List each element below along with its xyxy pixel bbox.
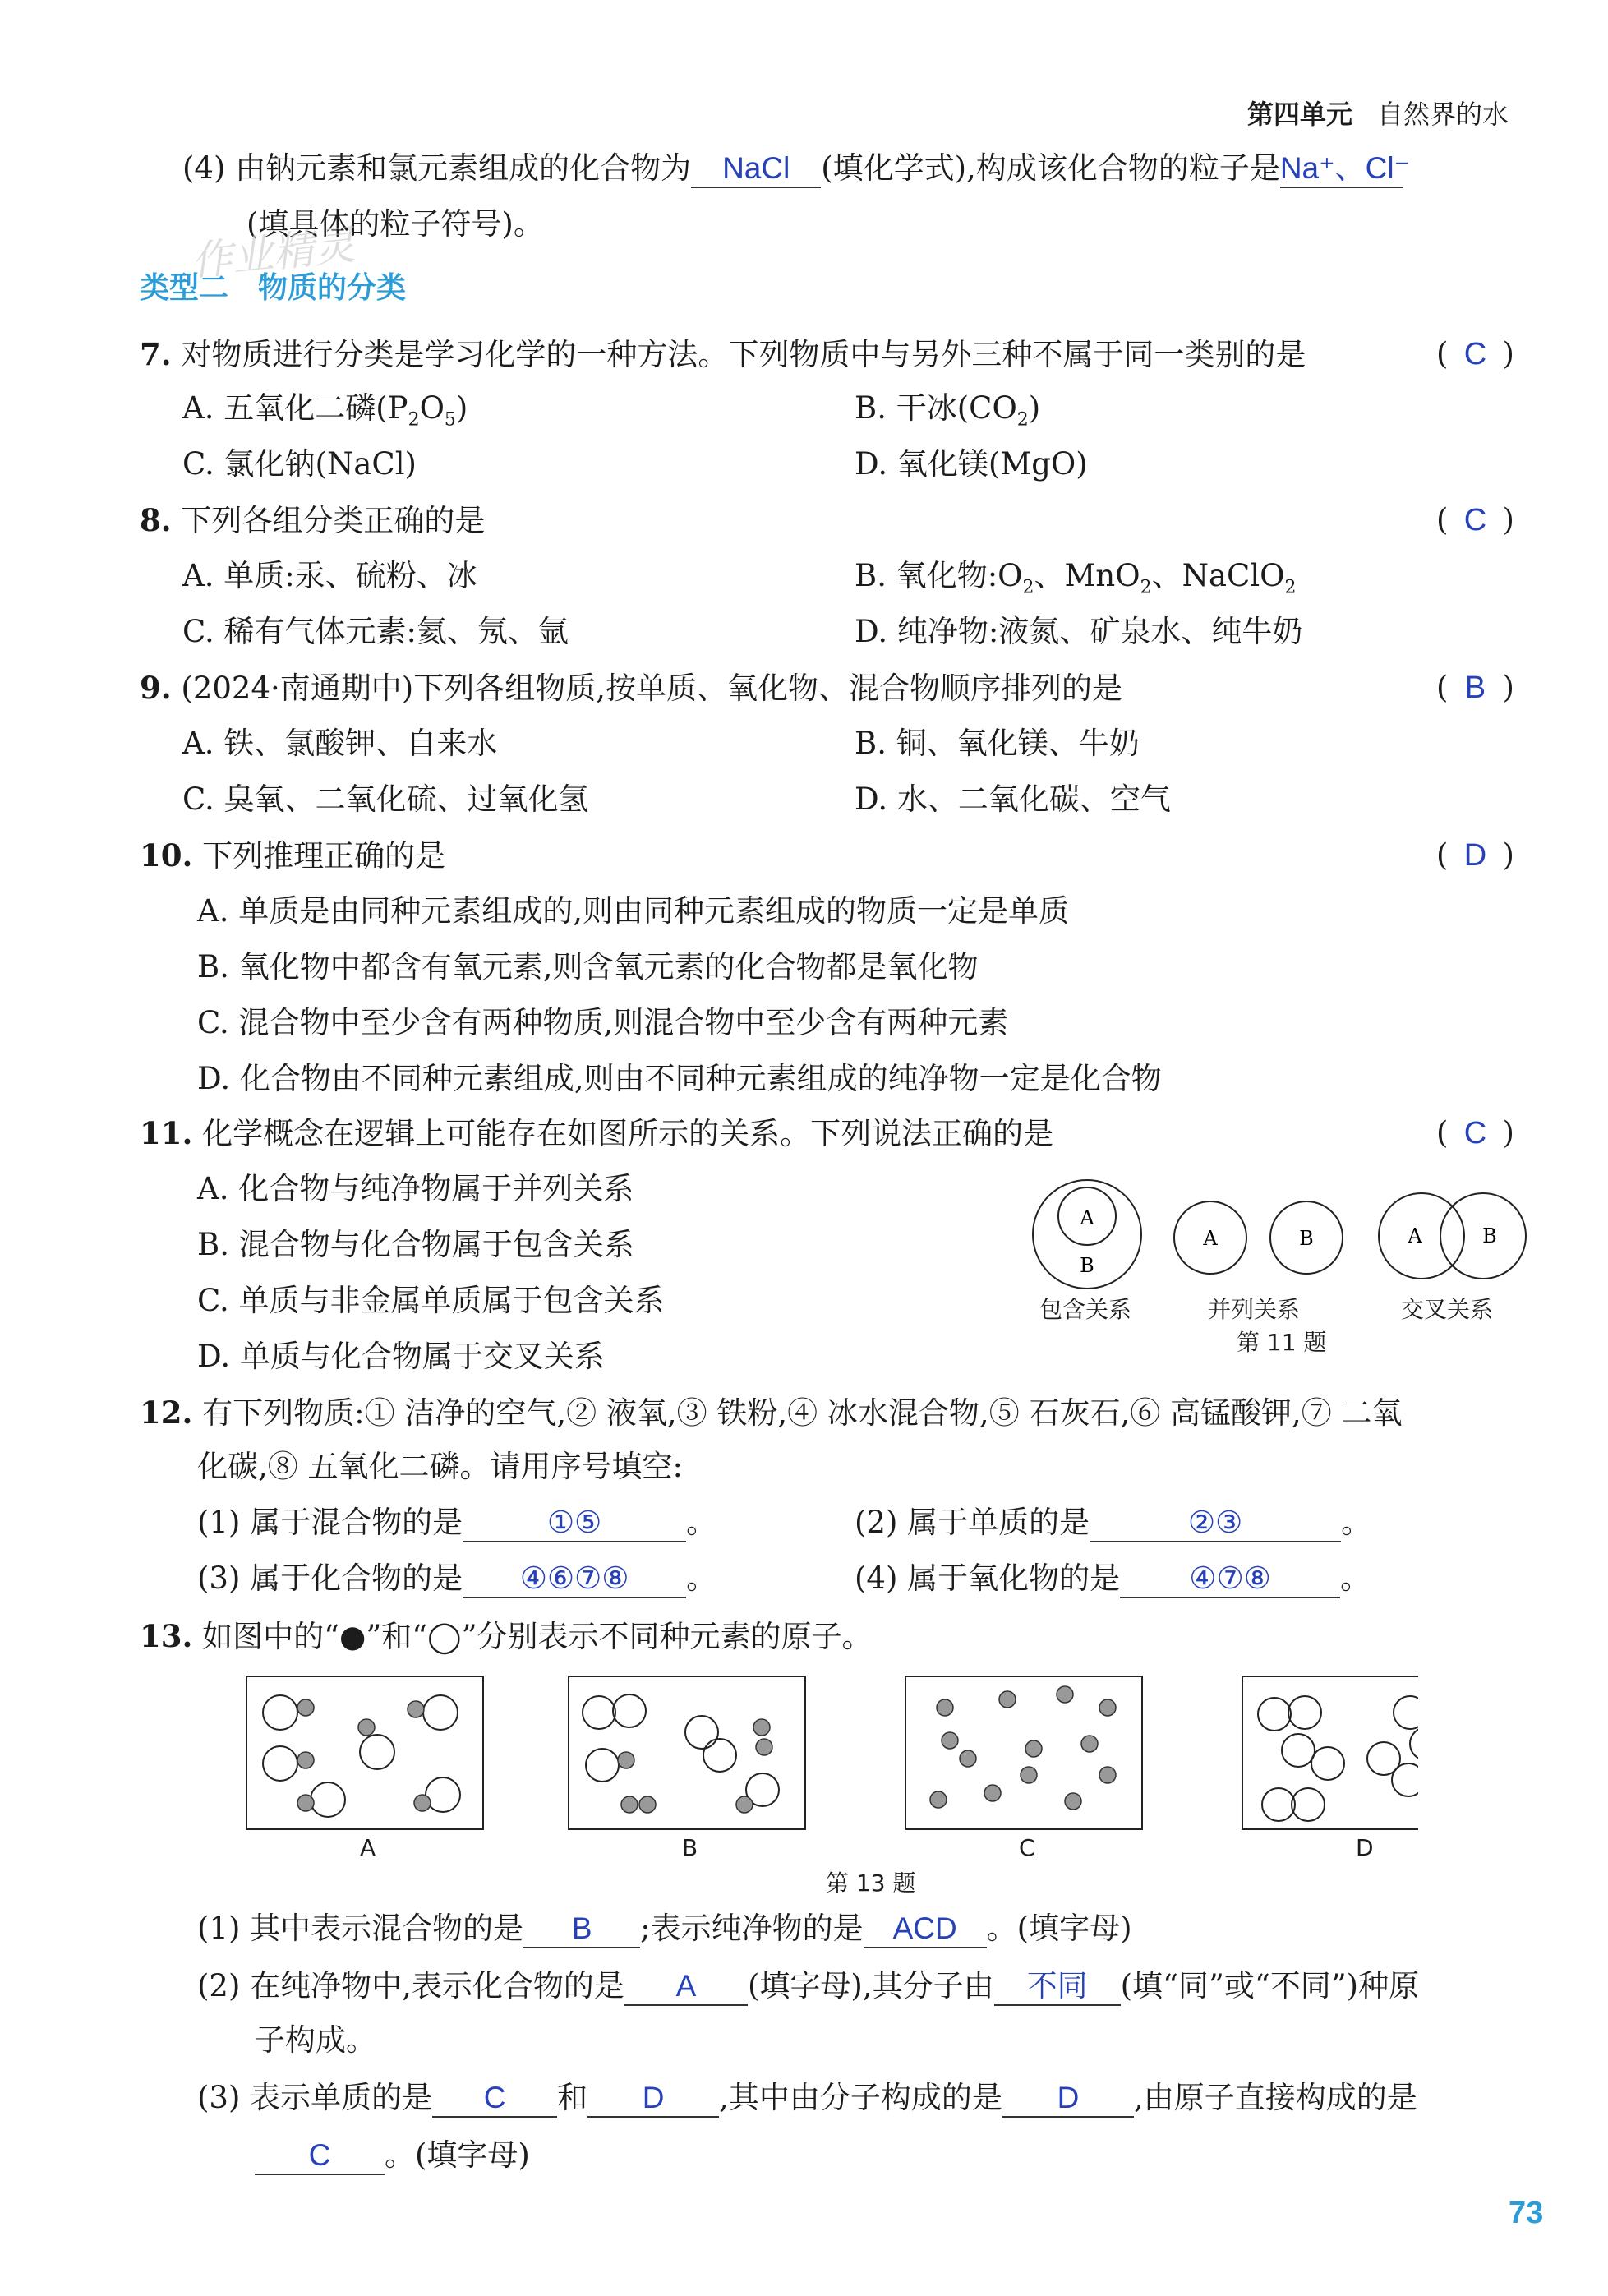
q12-answer-4: ④⑦⑧ [1120, 1561, 1340, 1598]
q10-option-b: B. 氧化物中都含有氧元素,则含氧元素的化合物都是氧化物 [197, 949, 979, 984]
q11-option-d: D. 单质与化合物属于交叉关系 [197, 1339, 605, 1374]
q4-answer-formula: NaCl [691, 150, 821, 188]
q11-option-a: A. 化合物与纯净物属于并列关系 [197, 1171, 634, 1206]
q8-option-d: D. 纯净物:液氮、矿泉水、纯牛奶 [855, 614, 1303, 649]
q11-answer-box: ( C ) [1436, 1113, 1514, 1154]
unit-label: 第四单元 [1247, 99, 1353, 130]
watermark-logo: 作业精灵 [188, 220, 357, 286]
q9-option-d: D. 水、二氧化碳、空气 [855, 781, 1171, 817]
q10-option-a: A. 单质是由同种元素组成的,则由同种元素组成的物质一定是单质 [197, 893, 1070, 929]
svg-text:B: B [1299, 1227, 1314, 1250]
q12-stem-line1: 12. 有下列物质:① 洁净的空气,② 液氧,③ 铁粉,④ 冰水混合物,⑤ 石灰石,⑥ 高锰酸钾,⑦ 二氧 [140, 1395, 1403, 1431]
box-a [246, 1676, 483, 1829]
q4-line2: (填具体的粒子符号)。 [246, 206, 544, 242]
q8-stem: 8. 下列各组分类正确的是 [140, 502, 486, 538]
q7-option-b: B. 干冰$(CO_2)$ [855, 390, 1041, 431]
unit-title: 自然界的水 [1377, 99, 1509, 130]
q13-part2: (2) 在纯净物中,表示化合物的是 A (填字母),其分子由 不同 (填“同”或“不同”)种原 [197, 1966, 1419, 2007]
q11-cap-intersection: 交叉关系 [1401, 1296, 1494, 1323]
q7-option-c: C. 氯化钠(NaCl) [182, 446, 417, 482]
q12-part1: (1) 属于混合物的是 ①⑤ 。 [197, 1502, 716, 1543]
q13-part3: (3) 表示单质的是 C 和 D ,其中由分子构成的是 D ,由原子直接构成的是 [197, 2077, 1417, 2118]
parallel-diagram [1174, 1201, 1343, 1274]
q13-1-answer-pure: ACD [864, 1911, 987, 1948]
svg-text:B: B [1080, 1254, 1094, 1277]
q7-option-d: D. 氧化镁(MgO) [855, 446, 1088, 482]
q12-part4: (4) 属于氧化物的是 ④⑦⑧ 。 [855, 1558, 1371, 1599]
q13-part1: (1) 其中表示混合物的是 B ;表示纯净物的是 ACD 。(填字母) [197, 1908, 1132, 1949]
q12-part3: (3) 属于化合物的是 ④⑥⑦⑧ 。 [197, 1558, 716, 1599]
q12-answer-2: ②③ [1090, 1505, 1341, 1542]
q13-part2-cont: 子构成。 [255, 2022, 376, 2058]
q13-3-answer-element2: D [587, 2080, 719, 2118]
svg-text:A: A [1203, 1227, 1218, 1250]
q9-option-c: C. 臭氧、二氧化硫、过氧化氢 [182, 781, 589, 817]
q12-answer-1: ①⑤ [463, 1505, 686, 1542]
q12-stem-line2: 化碳,⑧ 五氧化二磷。请用序号填空: [197, 1449, 683, 1484]
page-header [1247, 94, 1509, 131]
q8-option-a: A. 单质:汞、硫粉、冰 [182, 558, 477, 593]
q10-answer-box: ( D ) [1436, 835, 1514, 876]
q13-stem: 13. 如图中的“●”和“◯”分别表示不同种元素的原子。 [140, 1618, 873, 1654]
q11-option-b: B. 混合物与化合物属于包含关系 [197, 1227, 634, 1262]
section-title: 类型二 物质的分类 [140, 271, 407, 305]
q8-option-c: C. 稀有气体元素:氦、氖、氩 [182, 614, 569, 649]
q9-option-a: A. 铁、氯酸钾、自来水 [182, 726, 498, 761]
q13-part3-cont: C 。(填字母) [255, 2135, 530, 2176]
q13-2-answer-atoms: 不同 [994, 1968, 1121, 2006]
q13-label-a: A [360, 1834, 376, 1861]
q13-3-answer-element1: C [432, 2080, 557, 2118]
q4-answer-particles: Na⁺、Cl⁻ [1280, 150, 1403, 188]
q9-answer-box: ( B ) [1436, 667, 1514, 708]
q12-part2: (2) 属于单质的是 ②③ 。 [855, 1502, 1371, 1543]
q11-option-c: C. 单质与非金属单质属于包含关系 [197, 1283, 665, 1318]
q11-figure-caption: 第 11 题 [1237, 1329, 1327, 1356]
inclusion-diagram [1033, 1180, 1141, 1289]
q8-option-b: B. 氧化物$:O_2$、MnO$_2$、NaClO$_2$ [855, 558, 1297, 598]
q13-2-answer-compound: A [624, 1968, 748, 2006]
q8-answer-box: ( C ) [1436, 500, 1514, 541]
q11-stem: 11. 化学概念在逻辑上可能存在如图所示的关系。下列说法正确的是 [140, 1115, 1054, 1151]
q13-3-answer-atomic: C [255, 2137, 385, 2175]
q13-label-d: D [1356, 1834, 1374, 1861]
q9-stem: 9. (2024·南通期中)下列各组物质,按单质、氧化物、混合物顺序排列的是 [140, 670, 1122, 706]
q11-cap-parallel: 并列关系 [1208, 1296, 1301, 1323]
q8-answer: C [1463, 503, 1487, 537]
q13-figure-caption: 第 13 题 [826, 1870, 916, 1897]
page-number: 73 [1509, 2196, 1544, 2230]
q10-stem: 10. 下列推理正确的是 [140, 837, 446, 874]
q4-line1: (4) 由钠元素和氯元素组成的化合物为 NaCl (填化学式),构成该化合物的粒子是Na⁺、Cl⁻ [182, 148, 1403, 189]
q11-answer: C [1463, 1116, 1487, 1150]
q13-3-answer-molecular: D [1002, 2080, 1134, 2118]
box-c [905, 1676, 1142, 1829]
q13-1-answer-mixture: B [523, 1911, 640, 1948]
q10-option-d: D. 化合物由不同种元素组成,则由不同种元素组成的纯净物一定是化合物 [197, 1061, 1162, 1096]
q13-figure [243, 1673, 1418, 1870]
q7-stem: 7. 对物质进行分类是学习化学的一种方法。下列物质中与另外三种不属于同一类别的是 [140, 336, 1306, 372]
q10-answer: D [1463, 838, 1487, 873]
q7-answer-box: ( C ) [1436, 334, 1514, 375]
q13-label-b: B [682, 1834, 698, 1861]
q9-answer: B [1464, 671, 1486, 705]
box-d [1242, 1676, 1418, 1829]
q7-answer: C [1463, 337, 1487, 371]
q12-answer-3: ④⑥⑦⑧ [463, 1561, 686, 1598]
intersection-diagram [1379, 1193, 1526, 1279]
svg-text:B: B [1482, 1224, 1497, 1247]
svg-text:A: A [1080, 1206, 1094, 1229]
box-b [569, 1676, 805, 1829]
q13-label-c: C [1019, 1834, 1035, 1861]
q7-option-a: A. 五氧化二磷$(P_2O_5)$ [182, 390, 468, 431]
svg-text:A: A [1408, 1224, 1422, 1247]
q10-option-c: C. 混合物中至少含有两种物质,则混合物中至少含有两种元素 [197, 1005, 1009, 1040]
q9-option-b: B. 铜、氧化镁、牛奶 [855, 726, 1140, 761]
q11-cap-inclusion: 包含关系 [1039, 1296, 1132, 1323]
